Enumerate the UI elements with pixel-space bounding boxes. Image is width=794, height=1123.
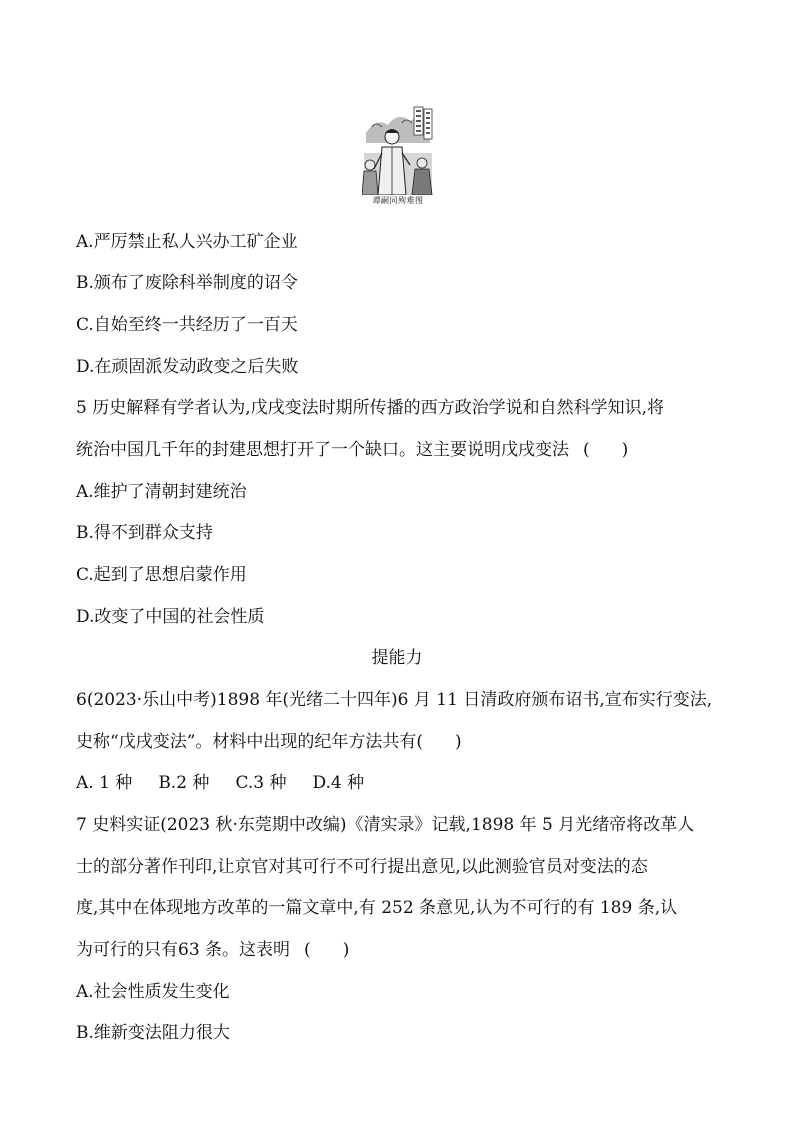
q6-stem-line2 (76, 731, 462, 753)
q6-stem-text: 史称“戊戌变法”。材料中出现的纪年方法共有( (76, 732, 424, 752)
q7-answer-blank: ( ) (304, 940, 350, 960)
q4-option-d: D.在顽固派发动政变之后失败 (76, 357, 299, 377)
illustration-caption: 谭嗣同殉难图 (372, 196, 424, 205)
q4-option-c: C.自始至终一共经历了一百天 (76, 315, 298, 335)
q5-answer-blank: ( ) (583, 440, 629, 460)
q6-option-d: D.4 种 (312, 773, 365, 793)
section-title: 提能力 (371, 648, 423, 668)
q6-answer-blank: ) (455, 732, 462, 752)
q7-option-b: B.维新变法阻力很大 (76, 1023, 230, 1043)
execution-scene-drawing (362, 103, 434, 195)
q5-stem-line2 (76, 439, 628, 461)
q6-stem-line1: 6(2023·乐山中考)1898 年(光绪二十四年)6 月 11 日清政府颁布诏书,宣布实行变法, (76, 690, 713, 710)
q5-option-b: B.得不到群众支持 (76, 523, 213, 543)
q7-option-a: A.社会性质发生变化 (76, 982, 230, 1002)
q5-stem-line1: 5 历史解释有学者认为,戊戌变法时期所传播的西方政治学说和自然科学知识,将 (76, 398, 665, 418)
q4-option-a: A.严厉禁止私人兴办工矿企业 (76, 232, 298, 252)
q7-stem-line2: 士的部分著作刊印,让京官对其可行不可行提出意见,以此测验官员对变法的态 (76, 857, 648, 877)
q5-option-c: C.起到了思想启蒙作用 (76, 565, 247, 585)
q7-stem-line1: 7 史料实证(2023 秋·东莞期中改编)《清实录》记载,1898 年 5 月光绪帝将改革人 (76, 815, 695, 835)
q6-option-c: C.3 种 (235, 773, 287, 793)
q5-option-d: D.改变了中国的社会性质 (76, 607, 265, 627)
q6-option-a: A. 1 种 (76, 773, 133, 793)
q7-stem-line4 (76, 939, 349, 961)
q5-option-a: A.维护了清朝封建统治 (76, 482, 247, 502)
q7-stem-line3: 度,其中在体现地方改革的一篇文章中,有 252 条意见,认为不可行的有 189 条,认 (76, 898, 678, 918)
q6-options (76, 772, 364, 794)
q6-option-b: B.2 种 (158, 773, 210, 793)
q7-stem-text: 为可行的只有63 条。这表明 (76, 940, 291, 960)
q4-option-b: B.颁布了废除科举制度的诏令 (76, 273, 298, 293)
tan-sitong-illustration (362, 103, 434, 209)
q5-stem-text: 统治中国几千年的封建思想打开了一个缺口。这主要说明戊戌变法 (76, 440, 569, 460)
